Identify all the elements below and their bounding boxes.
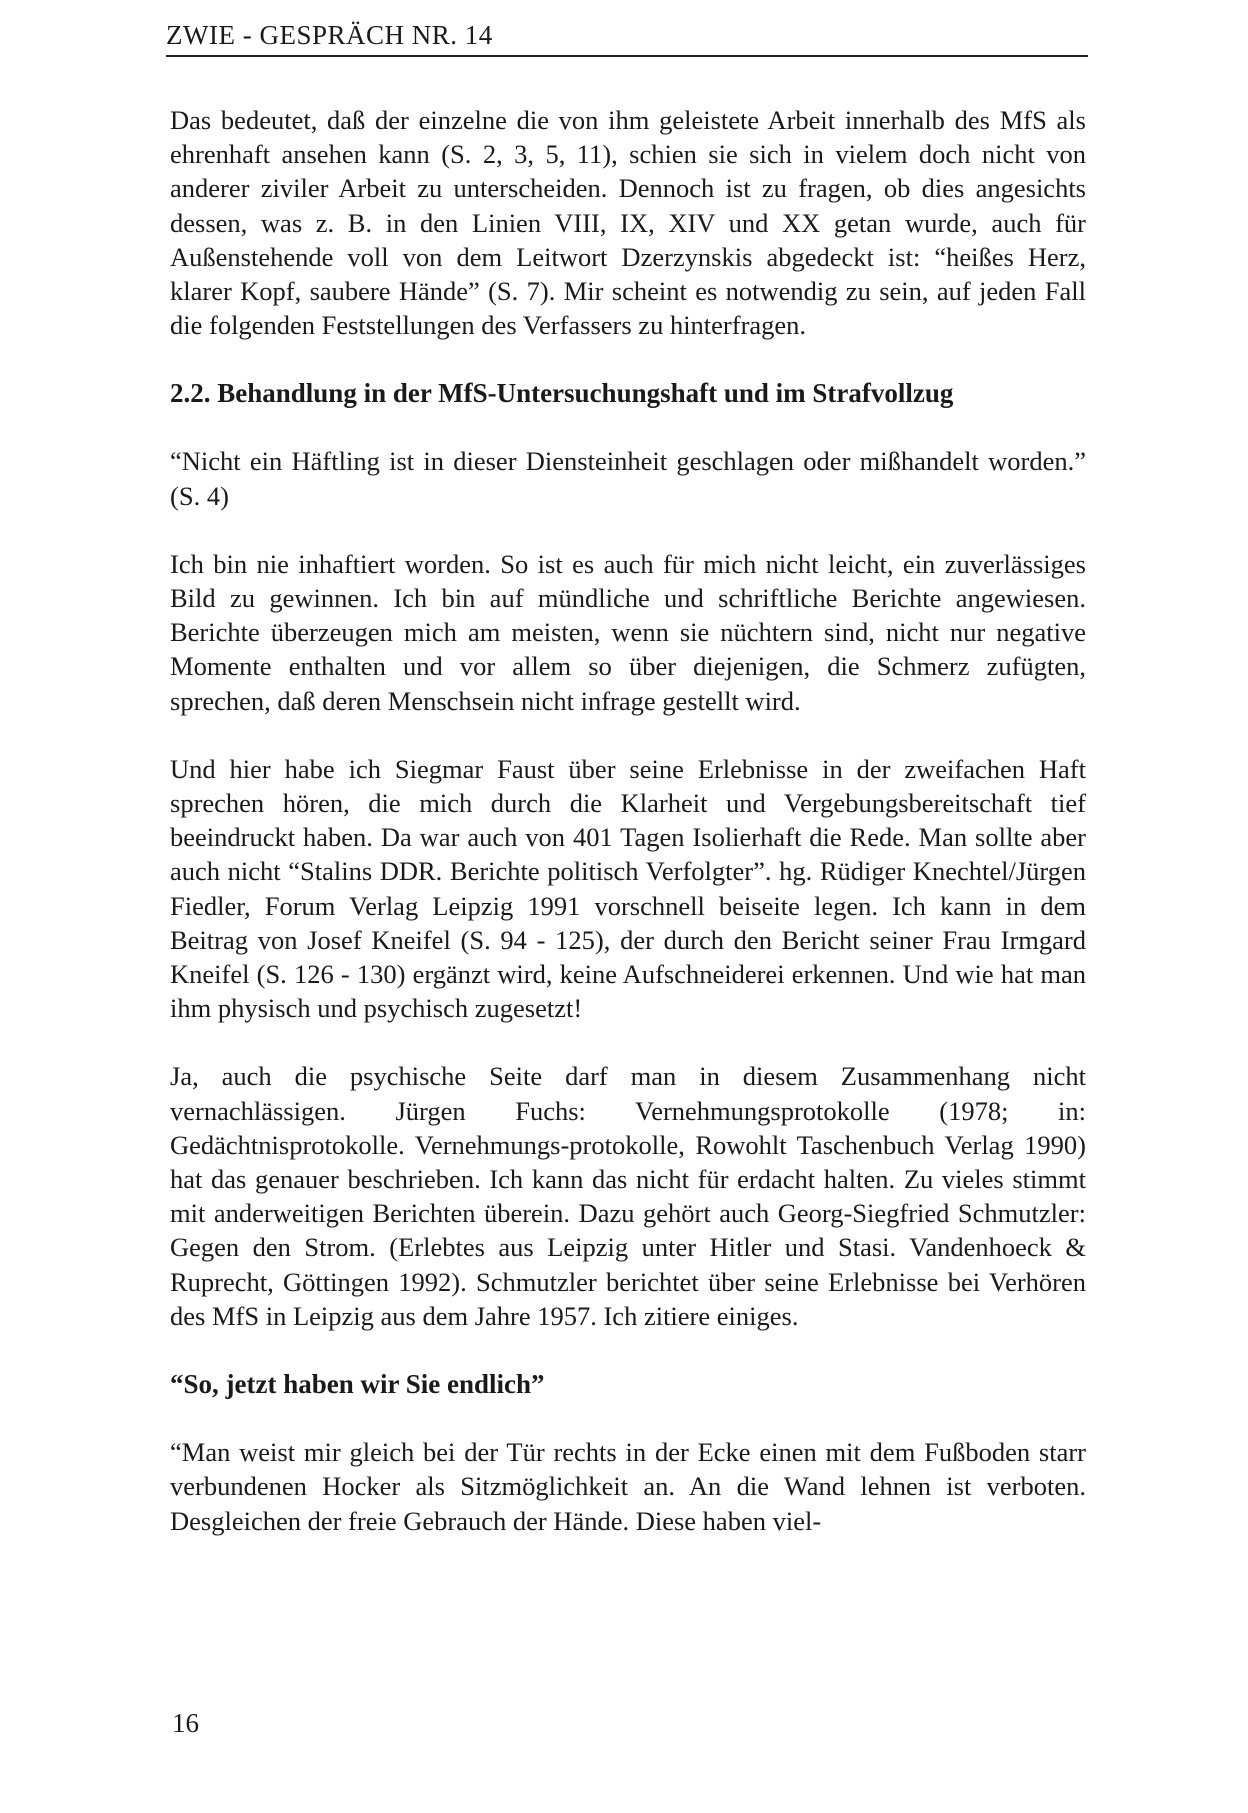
section-heading: 2.2. Behandlung in der MfS-Untersuchungshaft und im Strafvollzug bbox=[170, 378, 954, 409]
spacer bbox=[170, 1025, 1086, 1059]
running-head: ZWIE - GESPRÄCH NR. 14 bbox=[166, 20, 493, 50]
spacer bbox=[170, 342, 1086, 376]
body-text bbox=[170, 103, 1086, 1538]
spacer bbox=[170, 1401, 1086, 1435]
spacer bbox=[170, 513, 1086, 547]
paragraph-intro: Das bedeutet, daß der einzelne die von ihm geleistete Arbeit innerhalb des MfS als ehrenhaft ansehen kann (S. 2, 3, 5, 11), schien sie sich in vielem doch nicht von anderer ziviler Arbeit zu unterscheiden. Dennoch ist zu fragen, ob dies angesichts dessen, was z. B. in den Linien VIII, IX, XIV und XX getan wurde, auch für Außenstehende voll von dem Leitwort Dzerzynskis abgedeckt ist: “heißes Herz, klarer Kopf, saubere Hände” (S. 7). Mir scheint es notwendig zu sein, auf jeden Fall die folgenden Feststellungen des Verfassers zu hinterfragen. bbox=[170, 105, 1086, 341]
paragraph-faust: Und hier habe ich Siegmar Faust über seine Erlebnisse in der zweifachen Haft sprechen hören, die mich durch die Klarheit und Vergebungsbereitschaft tief beeindruckt haben. Da war auch von 401 Tagen Isolierhaft die Rede. Man sollte aber auch nicht “Stalins DDR. Berichte politisch Verfolgter”. hg. Rüdiger Knechtel/Jürgen Fiedler, Forum Verlag Leipzig 1991 vorschnell beiseite legen. Ich kann in dem Beitrag von Josef Kneifel (S. 94 - 125), der durch den Bericht seiner Frau Irmgard Kneifel (S. 126 - 130) ergänzt wird, keine Aufschneiderei erkennen. Und wie hat man ihm physisch und psychisch zugesetzt! bbox=[170, 753, 1086, 1024]
paragraph-quote: “Nicht ein Häftling ist in dieser Diensteinheit geschlagen oder mißhandelt worden.” (S. 4) bbox=[170, 446, 1086, 511]
paragraph-psychological: Ja, auch die psychische Seite darf man in diesem Zusammenhang nicht vernachlässigen. Jürgen Fuchs: Vernehmungsprotokolle (1978; in: Gedächtnisprotokolle. Vernehmungs-protokolle, Rowohlt Taschenbuch Verlag 1990) hat das genauer beschrieben. Ich kann das nicht für erdacht halten. Zu vieles stimmt mit anderweitigen Berichten überein. Dazu gehört auch Georg-Siegfried Schmutzler: Gegen den Strom. (Erlebtes aus Leipzig unter Hitler und Stasi. Vandenhoeck & Ruprecht, Göttingen 1992). Schmutzler berichtet über seine Erlebnisse bei Verhören des MfS in Leipzig aus dem Jahre 1957. Ich zitiere einiges. bbox=[170, 1061, 1086, 1331]
paragraph-reports: Ich bin nie inhaftiert worden. So ist es auch für mich nicht leicht, ein zuverlässiges Bild zu gewinnen. Ich bin auf mündliche und schriftliche Berichte angewiesen. Berichte überzeugen mich am meisten, wenn sie nüchtern sind, nicht nur negative Momente enthalten und vor allem so über diejenigen, die Schmerz zufügten, sprechen, daß deren Menschsein nicht infrage gestellt wird. bbox=[170, 548, 1086, 716]
header-rule bbox=[166, 55, 1088, 57]
spacer bbox=[170, 1333, 1086, 1367]
paragraph-citation: “Man weist mir gleich bei der Tür rechts in der Ecke einen mit dem Fußboden starr verbundenen Hocker als Sitzmöglichkeit an. An die Wand lehnen ist verboten. Desgleichen der freie Gebrauch der Hände. Diese haben viel- bbox=[170, 1437, 1086, 1536]
page-number: 16 bbox=[172, 1708, 199, 1738]
spacer bbox=[170, 718, 1086, 752]
subsection-heading: “So, jetzt haben wir Sie endlich” bbox=[170, 1369, 545, 1400]
spacer bbox=[170, 410, 1086, 444]
